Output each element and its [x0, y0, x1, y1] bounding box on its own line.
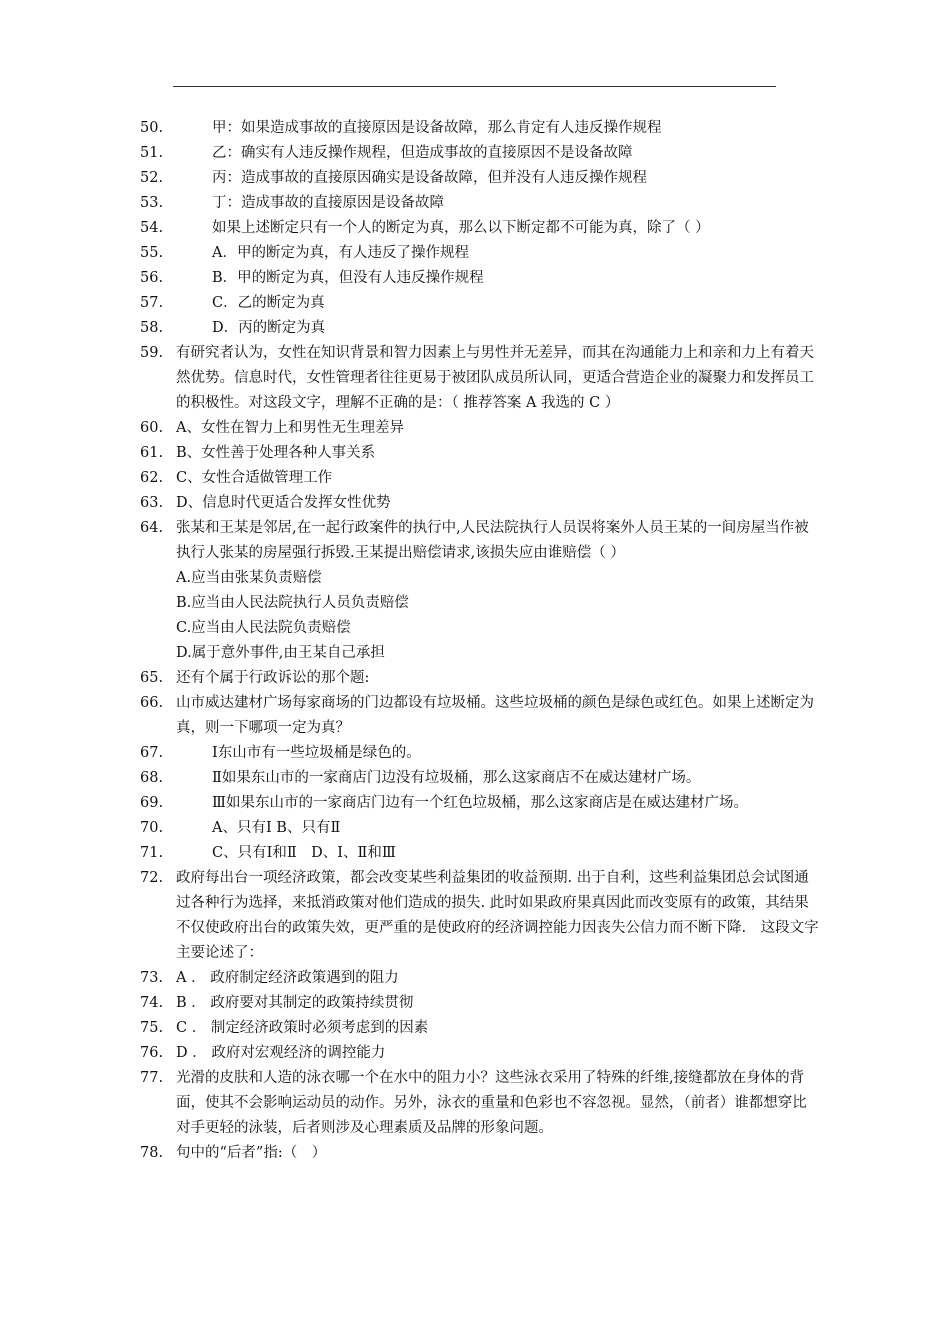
list-item	[140, 241, 820, 266]
item-text: D、信息时代更适合发挥女性优势	[176, 495, 391, 511]
item-text: A、只有Ⅰ B、只有Ⅱ	[212, 820, 341, 836]
item-text: C、只有Ⅰ和Ⅱ D、Ⅰ、Ⅱ和Ⅲ	[212, 845, 396, 861]
item-text: C、女性合适做管理工作	[176, 470, 333, 486]
item-text: 光滑的皮肤和人造的泳衣哪一个在水中的阻力小？这些泳衣采用了特殊的纤维,接缝都放在身体的背面，使其不会影响运动员的动作。另外，泳衣的重量和色彩也不容忽视。显然，（前者）谁都想穿比对手更轻的泳装，后者则涉及心理素质及品牌的形象问题。	[176, 1070, 807, 1136]
item-text: 山市威达建材广场每家商场的门边都设有垃圾桶。这些垃圾桶的颜色是绿色或红色。如果上述断定为真，则一下哪项一定为真？	[176, 695, 814, 736]
item-number: 62.	[140, 470, 164, 486]
list-item	[140, 316, 820, 341]
item-number: 57.	[140, 295, 164, 311]
item-number: 76.	[140, 1045, 164, 1061]
list-item: A.应当由张某负责赔偿	[176, 570, 322, 586]
item-number: 54.	[140, 220, 164, 236]
item-text: 还有个属于行政诉讼的那个题:	[176, 670, 370, 686]
list-item	[140, 491, 820, 516]
item-text: 丁：造成事故的直接原因是设备故障	[212, 195, 444, 211]
list-item	[140, 1041, 820, 1066]
item-number: 72.	[140, 870, 164, 886]
item-text: 如果上述断定只有一个人的断定为真，那么以下断定都不可能为真，除了（ ）	[212, 220, 710, 236]
item-number: 71.	[140, 845, 164, 861]
item-text: A、女性在智力上和男性无生理差异	[176, 420, 404, 436]
list-item	[140, 416, 820, 441]
item-number: 65.	[140, 670, 164, 686]
item-number: 67.	[140, 745, 164, 761]
item-text: Ⅱ如果东山市的一家商店门边没有垃圾桶，那么这家商店不在威达建材广场。	[212, 770, 701, 786]
item-text: B、女性善于处理各种人事关系	[176, 445, 376, 461]
item-number: 61.	[140, 445, 164, 461]
list-item	[140, 466, 820, 491]
item-text: D．丙的断定为真	[212, 320, 326, 336]
item-number: 77.	[140, 1070, 164, 1086]
document-body	[140, 116, 820, 1166]
item-number: 60.	[140, 420, 164, 436]
item-number: 53.	[140, 195, 164, 211]
item-number: 64.	[140, 520, 164, 536]
item-text: A．甲的断定为真，有人违反了操作规程	[212, 245, 469, 261]
list-item	[140, 1066, 820, 1141]
item-number: 63.	[140, 495, 164, 511]
item-text: 甲：如果造成事故的直接原因是设备故障，那么肯定有人违反操作规程	[212, 120, 662, 136]
list-item	[140, 441, 820, 466]
item-number: 73.	[140, 970, 164, 986]
list-item	[140, 216, 820, 241]
list-item	[140, 266, 820, 291]
list-item	[140, 341, 820, 416]
list-item	[140, 816, 820, 841]
item-text: 有研究者认为，女性在知识背景和智力因素上与男性并无差异，而其在沟通能力上和亲和力上有着天然优势。信息时代，女性管理者往往更易于被团队成员所认同，更适合营造企业的凝聚力和发挥员工的积极性。对这段文字，理解不正确的是：（ 推荐答案 A 我选的 C ）	[176, 345, 814, 411]
list-item: C.应当由人民法院负责赔偿	[176, 620, 351, 636]
list-item	[140, 141, 820, 166]
item-text: Ⅲ如果东山市的一家商店门边有一个红色垃圾桶，那么这家商店是在威达建材广场。	[212, 795, 748, 811]
item-number: 74.	[140, 995, 164, 1011]
item-text: C ． 制定经济政策时必须考虑到的因素	[176, 1020, 429, 1036]
list-item	[140, 291, 820, 316]
item-number: 70.	[140, 820, 164, 836]
item-text: B．甲的断定为真，但没有人违反操作规程	[212, 270, 484, 286]
item-text: C．乙的断定为真	[212, 295, 325, 311]
item-text: 乙：确实有人违反操作规程，但造成事故的直接原因不是设备故障	[212, 145, 633, 161]
item-number: 75.	[140, 1020, 164, 1036]
list-item	[140, 666, 820, 691]
list-item	[140, 516, 820, 566]
list-item	[140, 991, 820, 1016]
item-number: 68.	[140, 770, 164, 786]
list-item	[140, 166, 820, 191]
list-item	[140, 1016, 820, 1041]
item-text: 丙：造成事故的直接原因确实是设备故障，但并没有人违反操作规程	[212, 170, 647, 186]
item-text: D ． 政府对宏观经济的调控能力	[176, 1045, 386, 1061]
item-number: 56.	[140, 270, 164, 286]
item-number: 50.	[140, 120, 164, 136]
list-item	[140, 841, 820, 866]
item-text: 政府每出台一项经济政策，都会改变某些利益集团的收益预期. 出于自利，这些利益集团总会试图通过各种行为选择，来抵消政策对他们造成的损失. 此时如果政府果真因此而改变原有的政策，其结果不仅使政府出台的政策失效，更严重的是使政府的经济调控能力因丧失公信力而不断下降. 这段文字主要论述了：	[176, 870, 819, 961]
header-rule	[173, 86, 776, 87]
item-number: 78.	[140, 1145, 164, 1161]
list-item	[140, 766, 820, 791]
item-text: B ． 政府要对其制定的政策持续贯彻	[176, 995, 414, 1011]
item-text: 句中的“后者”指:（ ）	[176, 1145, 327, 1161]
list-item	[140, 191, 820, 216]
list-item	[140, 791, 820, 816]
list-item	[140, 1141, 820, 1166]
item-text: Ⅰ东山市有一些垃圾桶是绿色的。	[212, 745, 421, 761]
item-number: 69.	[140, 795, 164, 811]
item-number: 51.	[140, 145, 164, 161]
list-item	[140, 691, 820, 741]
item-number: 52.	[140, 170, 164, 186]
list-item	[140, 966, 820, 991]
item-text: 张某和王某是邻居,在一起行政案件的执行中,人民法院执行人员误将案外人员王某的一间房屋当作被执行人张某的房屋强行拆毁.王某提出赔偿请求,该损失应由谁赔偿（ ）	[176, 520, 809, 561]
item-number: 55.	[140, 245, 164, 261]
list-item	[140, 866, 820, 966]
list-item	[140, 116, 820, 141]
list-item	[140, 741, 820, 766]
item-number: 58.	[140, 320, 164, 336]
list-item: B.应当由人民法院执行人员负责赔偿	[176, 595, 409, 611]
item-number: 66.	[140, 695, 164, 711]
item-number: 59.	[140, 345, 164, 361]
list-item: D.属于意外事件,由王某自己承担	[176, 645, 385, 661]
item-text: A ． 政府制定经济政策遇到的阻力	[176, 970, 399, 986]
